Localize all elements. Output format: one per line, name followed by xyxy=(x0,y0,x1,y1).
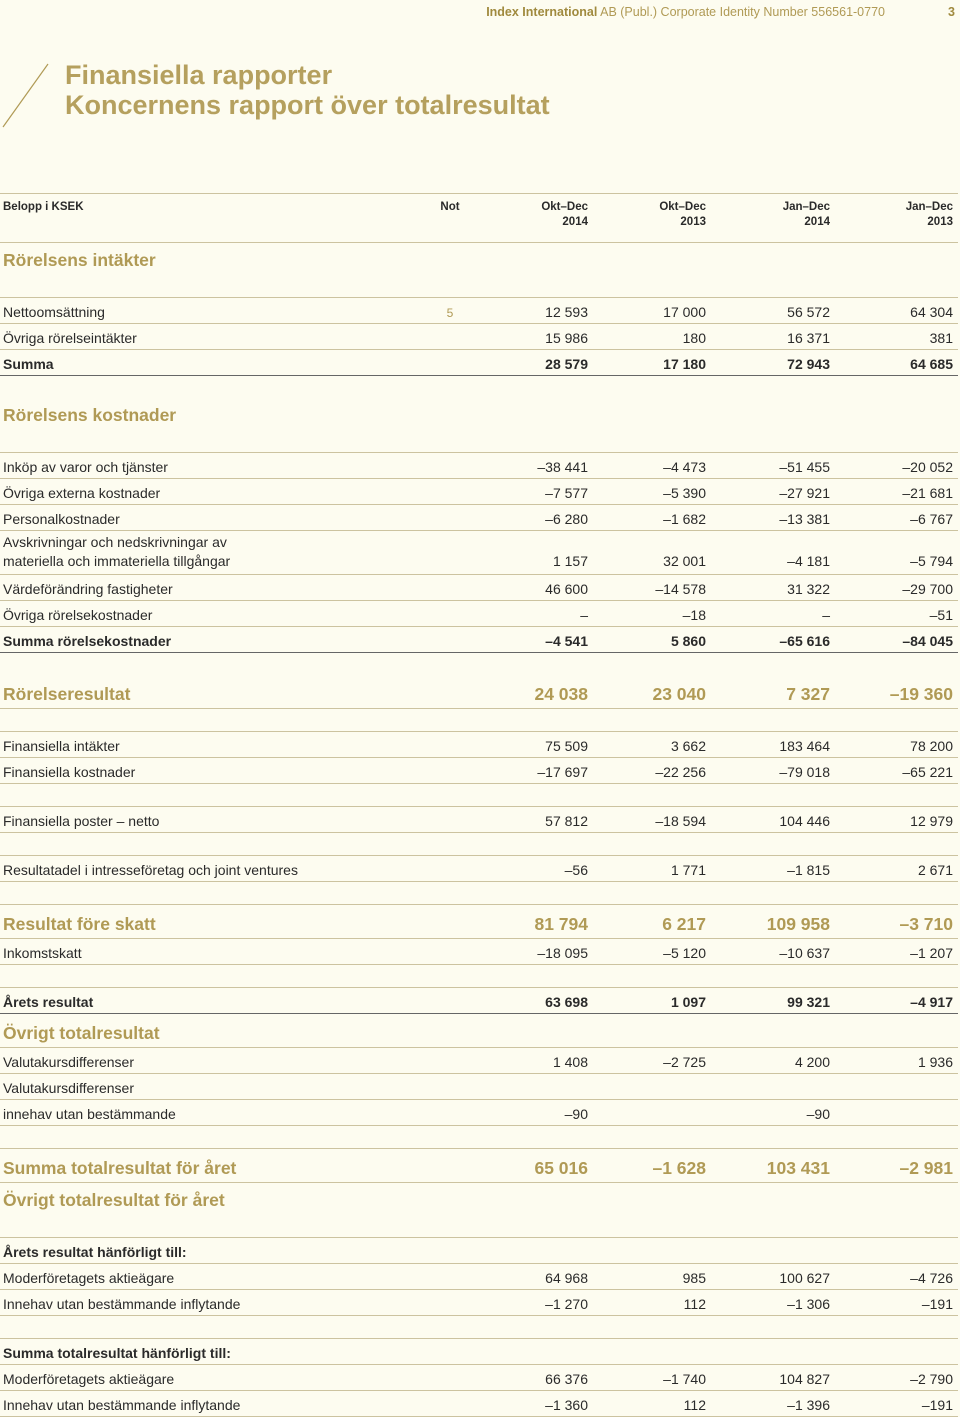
value-okt-dec-2014: 24 038 xyxy=(480,675,593,709)
value-jan-dec-2014: 104 827 xyxy=(711,1365,835,1391)
value-okt-dec-2013: –1 740 xyxy=(593,1365,711,1391)
gap-cell xyxy=(0,833,958,856)
row-note xyxy=(420,758,480,784)
table-row xyxy=(0,1048,958,1074)
value-okt-dec-2014 xyxy=(480,1074,593,1100)
header-okt-dec-2013: Okt–Dec 2013 xyxy=(593,194,711,243)
result-row xyxy=(0,1149,958,1183)
row-label: Summa totalresultat hänförligt till: xyxy=(0,1339,958,1365)
value-jan-dec-2014: 103 431 xyxy=(711,1149,835,1183)
row-label-line-2: materiella och immateriella tillgångar xyxy=(3,553,231,569)
gap-cell xyxy=(0,784,958,807)
gap-row xyxy=(0,709,958,732)
table-row xyxy=(0,807,958,833)
table-header xyxy=(0,194,958,243)
table-row xyxy=(0,939,958,965)
value-okt-dec-2014: 65 016 xyxy=(480,1149,593,1183)
value-jan-dec-2014: –90 xyxy=(711,1100,835,1126)
value-okt-dec-2013 xyxy=(593,1100,711,1126)
value-okt-dec-2014: 46 600 xyxy=(480,575,593,601)
row-label: Innehav utan bestämmande inflytande xyxy=(0,1290,420,1316)
value-okt-dec-2013: –14 578 xyxy=(593,575,711,601)
row-label: Summa xyxy=(0,350,420,376)
value-okt-dec-2014: 1 408 xyxy=(480,1048,593,1074)
gap-cell xyxy=(0,275,958,298)
spacer-row xyxy=(0,653,958,676)
gap-cell xyxy=(0,1215,958,1238)
subheading-row xyxy=(0,1339,958,1365)
row-note xyxy=(420,1264,480,1290)
value-okt-dec-2013 xyxy=(593,1074,711,1100)
gap-row xyxy=(0,784,958,807)
value-jan-dec-2014: 4 200 xyxy=(711,1048,835,1074)
spacer-row xyxy=(0,376,958,399)
value-jan-dec-2013: 381 xyxy=(835,324,958,350)
value-jan-dec-2013: –5 794 xyxy=(835,531,958,575)
row-note xyxy=(420,1365,480,1391)
value-okt-dec-2014: –6 280 xyxy=(480,505,593,531)
value-jan-dec-2013: –191 xyxy=(835,1391,958,1417)
value-okt-dec-2013: 17 000 xyxy=(593,298,711,324)
row-label: Innehav utan bestämmande inflytande xyxy=(0,1391,420,1417)
row-label: Summa rörelsekostnader xyxy=(0,627,420,653)
result-row xyxy=(0,675,958,709)
value-jan-dec-2013: –191 xyxy=(835,1290,958,1316)
value-okt-dec-2013: –22 256 xyxy=(593,758,711,784)
row-label: Övrigt totalresultat för året xyxy=(3,1190,225,1210)
value-okt-dec-2014: 63 698 xyxy=(480,988,593,1014)
value-okt-dec-2013: 5 860 xyxy=(593,627,711,653)
value-jan-dec-2014: –4 181 xyxy=(711,531,835,575)
value-jan-dec-2013 xyxy=(835,1074,958,1100)
value-okt-dec-2013: –4 473 xyxy=(593,453,711,479)
company-id-text: AB (Publ.) Corporate Identity Number 556561-0770 xyxy=(597,5,885,19)
value-jan-dec-2013: –2 981 xyxy=(835,1149,958,1183)
value-okt-dec-2014: –18 095 xyxy=(480,939,593,965)
value-okt-dec-2014: –4 541 xyxy=(480,627,593,653)
value-jan-dec-2014: 16 371 xyxy=(711,324,835,350)
value-okt-dec-2013: –18 xyxy=(593,601,711,627)
table-row xyxy=(0,601,958,627)
value-jan-dec-2013: 12 979 xyxy=(835,807,958,833)
result-row xyxy=(0,1014,958,1048)
section-heading xyxy=(0,1183,958,1216)
value-okt-dec-2014: 15 986 xyxy=(480,324,593,350)
value-jan-dec-2014: 100 627 xyxy=(711,1264,835,1290)
value-jan-dec-2014: –51 455 xyxy=(711,453,835,479)
row-note xyxy=(420,575,480,601)
row-label: Valutakursdifferenser xyxy=(0,1074,420,1100)
value-jan-dec-2014: 183 464 xyxy=(711,732,835,758)
value-okt-dec-2013: 23 040 xyxy=(593,675,711,709)
company-identity xyxy=(486,3,885,21)
table-row xyxy=(0,1290,958,1316)
row-note xyxy=(420,1100,480,1126)
gap-cell xyxy=(0,709,958,732)
table-row xyxy=(0,732,958,758)
value-jan-dec-2013: –21 681 xyxy=(835,479,958,505)
table-row xyxy=(0,1100,958,1126)
value-jan-dec-2014: –27 921 xyxy=(711,479,835,505)
income-statement-table xyxy=(0,193,958,1417)
row-label: Resultatadel i intresseföretag och joint ventures xyxy=(0,856,420,882)
value-jan-dec-2014: – xyxy=(711,601,835,627)
value-jan-dec-2013: –6 767 xyxy=(835,505,958,531)
gap-cell xyxy=(0,1316,958,1339)
gap-row xyxy=(0,1316,958,1339)
value-jan-dec-2013: –1 207 xyxy=(835,939,958,965)
row-note xyxy=(420,1391,480,1417)
value-jan-dec-2014: –13 381 xyxy=(711,505,835,531)
row-label: Finansiella kostnader xyxy=(0,758,420,784)
value-jan-dec-2013 xyxy=(835,1100,958,1126)
table-row xyxy=(0,1074,958,1100)
decorative-slash-icon xyxy=(0,60,50,130)
row-note xyxy=(420,531,480,575)
row-label: Moderföretagets aktieägare xyxy=(0,1365,420,1391)
value-okt-dec-2013: –18 594 xyxy=(593,807,711,833)
row-label: Rörelsens kostnader xyxy=(3,405,177,425)
row-label: Summa totalresultat för året xyxy=(0,1149,420,1183)
value-jan-dec-2014: –79 018 xyxy=(711,758,835,784)
row-label: Finansiella poster – netto xyxy=(0,807,420,833)
subheading-row xyxy=(0,1238,958,1264)
row-label-line-1: Avskrivningar och nedskrivningar av xyxy=(3,534,227,550)
gap-cell xyxy=(0,1126,958,1149)
row-note xyxy=(420,732,480,758)
row-note xyxy=(420,1290,480,1316)
value-okt-dec-2013: –5 390 xyxy=(593,479,711,505)
value-okt-dec-2014 xyxy=(480,1014,593,1048)
gap-row xyxy=(0,1215,958,1238)
header-jan-dec-2013: Jan–Dec 2013 xyxy=(835,194,958,243)
value-jan-dec-2013: –65 221 xyxy=(835,758,958,784)
value-jan-dec-2014: 99 321 xyxy=(711,988,835,1014)
value-jan-dec-2013: 64 304 xyxy=(835,298,958,324)
table-row xyxy=(0,453,958,479)
page-number: 3 xyxy=(948,5,955,19)
row-label: Rörelsens intäkter xyxy=(3,250,156,270)
value-okt-dec-2014: 64 968 xyxy=(480,1264,593,1290)
row-note xyxy=(420,1048,480,1074)
gap-row xyxy=(0,833,958,856)
value-jan-dec-2014: –1 306 xyxy=(711,1290,835,1316)
table-row xyxy=(0,1365,958,1391)
value-okt-dec-2013: 112 xyxy=(593,1290,711,1316)
value-jan-dec-2013: –4 726 xyxy=(835,1264,958,1290)
value-jan-dec-2014 xyxy=(711,1014,835,1048)
value-okt-dec-2013: 112 xyxy=(593,1391,711,1417)
value-jan-dec-2013: –19 360 xyxy=(835,675,958,709)
value-okt-dec-2014: 12 593 xyxy=(480,298,593,324)
note-reference: 5 xyxy=(446,306,454,320)
value-jan-dec-2014 xyxy=(711,1074,835,1100)
value-okt-dec-2013: 1 771 xyxy=(593,856,711,882)
header-amount-label: Belopp i KSEK xyxy=(0,194,420,243)
value-jan-dec-2013: 78 200 xyxy=(835,732,958,758)
row-label: Resultat före skatt xyxy=(0,905,420,939)
page-header xyxy=(0,3,960,21)
row-note xyxy=(420,1014,480,1048)
row-note xyxy=(420,807,480,833)
row-label: Övriga rörelsekostnader xyxy=(0,601,420,627)
value-jan-dec-2014: 31 322 xyxy=(711,575,835,601)
value-jan-dec-2013: –4 917 xyxy=(835,988,958,1014)
row-note xyxy=(420,601,480,627)
row-label: Övrigt totalresultat xyxy=(0,1014,420,1048)
table-row xyxy=(0,856,958,882)
row-label: innehav utan bestämmande xyxy=(0,1100,420,1126)
row-note xyxy=(420,939,480,965)
gap-cell xyxy=(0,965,958,988)
gap-row xyxy=(0,882,958,905)
row-note xyxy=(420,505,480,531)
value-okt-dec-2014: 57 812 xyxy=(480,807,593,833)
value-okt-dec-2013: 3 662 xyxy=(593,732,711,758)
gap-row xyxy=(0,430,958,453)
value-jan-dec-2013: –84 045 xyxy=(835,627,958,653)
table-row xyxy=(0,575,958,601)
row-note xyxy=(420,1074,480,1100)
row-note xyxy=(420,324,480,350)
value-okt-dec-2014: –90 xyxy=(480,1100,593,1126)
total-row xyxy=(0,988,958,1014)
value-okt-dec-2014: 66 376 xyxy=(480,1365,593,1391)
company-name: Index International xyxy=(486,5,598,19)
value-okt-dec-2013: –2 725 xyxy=(593,1048,711,1074)
row-note xyxy=(420,675,480,709)
table-row xyxy=(0,298,958,324)
row-note xyxy=(420,350,480,376)
row-label: Övriga rörelseintäkter xyxy=(0,324,420,350)
row-note xyxy=(420,905,480,939)
header-note: Not xyxy=(420,194,480,243)
row-note xyxy=(420,627,480,653)
table-row xyxy=(0,1264,958,1290)
value-okt-dec-2013: –5 120 xyxy=(593,939,711,965)
row-label: Årets resultat xyxy=(0,988,420,1014)
table-row xyxy=(0,758,958,784)
value-okt-dec-2013 xyxy=(593,1014,711,1048)
value-okt-dec-2014: 1 157 xyxy=(480,531,593,575)
row-label: Personalkostnader xyxy=(0,505,420,531)
row-label: Valutakursdifferenser xyxy=(0,1048,420,1074)
row-label: Inköp av varor och tjänster xyxy=(0,453,420,479)
value-jan-dec-2013: 1 936 xyxy=(835,1048,958,1074)
value-okt-dec-2014: –17 697 xyxy=(480,758,593,784)
spacer-cell xyxy=(0,376,958,399)
value-jan-dec-2014: –1 396 xyxy=(711,1391,835,1417)
table-row xyxy=(0,479,958,505)
value-okt-dec-2014: –1 360 xyxy=(480,1391,593,1417)
gap-row xyxy=(0,275,958,298)
value-okt-dec-2013: 1 097 xyxy=(593,988,711,1014)
table-row xyxy=(0,505,958,531)
row-label xyxy=(0,531,420,575)
value-okt-dec-2013: 180 xyxy=(593,324,711,350)
title-line-2: Koncernens rapport över totalresultat xyxy=(65,90,550,120)
row-note xyxy=(420,453,480,479)
row-note xyxy=(420,856,480,882)
value-okt-dec-2014: 28 579 xyxy=(480,350,593,376)
gap-row xyxy=(0,1126,958,1149)
value-jan-dec-2014: 104 446 xyxy=(711,807,835,833)
gap-row xyxy=(0,965,958,988)
value-jan-dec-2014: 7 327 xyxy=(711,675,835,709)
row-note xyxy=(420,988,480,1014)
value-okt-dec-2013: 985 xyxy=(593,1264,711,1290)
table-row xyxy=(0,531,958,575)
row-label: Finansiella intäkter xyxy=(0,732,420,758)
value-okt-dec-2014: –56 xyxy=(480,856,593,882)
value-okt-dec-2014: – xyxy=(480,601,593,627)
value-jan-dec-2014: –1 815 xyxy=(711,856,835,882)
value-jan-dec-2013: 2 671 xyxy=(835,856,958,882)
value-okt-dec-2014: –7 577 xyxy=(480,479,593,505)
value-jan-dec-2013: –51 xyxy=(835,601,958,627)
table-row xyxy=(0,324,958,350)
section-heading xyxy=(0,398,958,430)
value-jan-dec-2014: 56 572 xyxy=(711,298,835,324)
row-label: Årets resultat hänförligt till: xyxy=(0,1238,958,1264)
header-okt-dec-2014: Okt–Dec 2014 xyxy=(480,194,593,243)
value-jan-dec-2013: –20 052 xyxy=(835,453,958,479)
value-jan-dec-2014: 72 943 xyxy=(711,350,835,376)
value-okt-dec-2013: –1 628 xyxy=(593,1149,711,1183)
header-jan-dec-2014: Jan–Dec 2014 xyxy=(711,194,835,243)
row-label: Nettoomsättning xyxy=(0,298,420,324)
value-okt-dec-2014: 75 509 xyxy=(480,732,593,758)
value-jan-dec-2013: –2 790 xyxy=(835,1365,958,1391)
value-jan-dec-2014: 109 958 xyxy=(711,905,835,939)
row-note xyxy=(420,1149,480,1183)
row-label: Värdeförändring fastigheter xyxy=(0,575,420,601)
spacer-cell xyxy=(0,653,958,676)
total-row xyxy=(0,627,958,653)
gap-cell xyxy=(0,430,958,453)
row-note xyxy=(420,298,480,324)
value-jan-dec-2013: –3 710 xyxy=(835,905,958,939)
row-label: Rörelseresultat xyxy=(0,675,420,709)
table-row xyxy=(0,1391,958,1417)
row-label: Övriga externa kostnader xyxy=(0,479,420,505)
value-jan-dec-2013: 64 685 xyxy=(835,350,958,376)
row-note xyxy=(420,479,480,505)
value-jan-dec-2014: –65 616 xyxy=(711,627,835,653)
result-row xyxy=(0,905,958,939)
row-label: Moderföretagets aktieägare xyxy=(0,1264,420,1290)
total-row xyxy=(0,350,958,376)
title-line-1: Finansiella rapporter xyxy=(65,60,333,90)
value-jan-dec-2013 xyxy=(835,1014,958,1048)
value-okt-dec-2014: –38 441 xyxy=(480,453,593,479)
value-jan-dec-2013: –29 700 xyxy=(835,575,958,601)
value-okt-dec-2014: 81 794 xyxy=(480,905,593,939)
section-heading xyxy=(0,243,958,276)
value-okt-dec-2013: 32 001 xyxy=(593,531,711,575)
value-okt-dec-2013: 17 180 xyxy=(593,350,711,376)
value-jan-dec-2014: –10 637 xyxy=(711,939,835,965)
value-okt-dec-2014: –1 270 xyxy=(480,1290,593,1316)
gap-cell xyxy=(0,882,958,905)
table-body xyxy=(0,243,958,1417)
page-title xyxy=(65,60,550,120)
row-label: Inkomstskatt xyxy=(0,939,420,965)
value-okt-dec-2013: –1 682 xyxy=(593,505,711,531)
value-okt-dec-2013: 6 217 xyxy=(593,905,711,939)
